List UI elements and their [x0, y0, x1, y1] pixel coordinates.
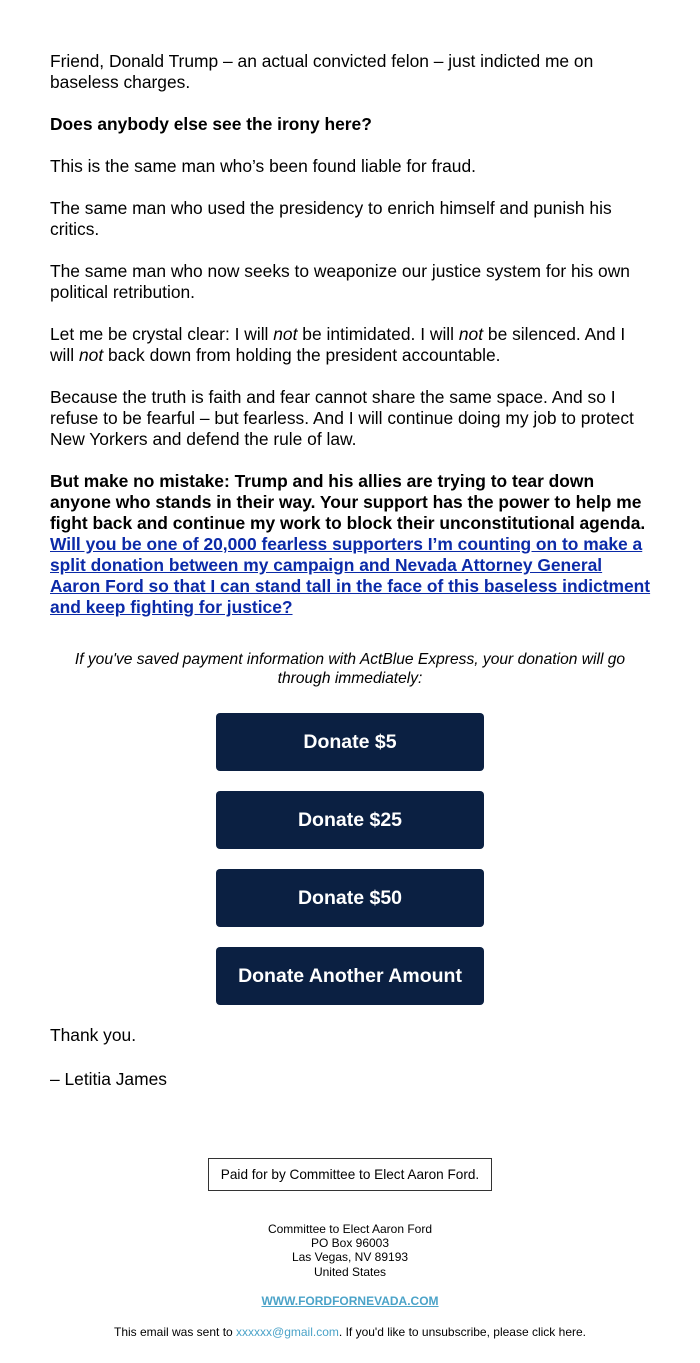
text-segment: back down from holding the president accountable. [103, 345, 501, 365]
address-line: PO Box 96003 [310, 1236, 390, 1251]
appeal-donation-link[interactable]: Will you be one of 20,000 fearless supporters I’m counting on to make a split donation between my campaign and Nevada Attorney General Aaron Ford so that I can stand tall in the face of this baseless indictment and keep fighting for justice? [50, 534, 651, 617]
address-line: United States [313, 1264, 387, 1279]
donate-5-button[interactable]: Donate $5 [216, 713, 484, 771]
paragraph-fraud: This is the same man who’s been found liable for fraud. [50, 156, 476, 176]
paragraph-weaponize: The same man who now seeks to weaponize our justice system for his own political retribution. [50, 261, 630, 302]
unsubscribe-line [0, 1325, 700, 1339]
donate-50-button[interactable]: Donate $50 [216, 869, 484, 927]
paragraph-intro: Friend, Donald Trump – an actual convicted felon – just indicted me on baseless charges. [50, 51, 594, 92]
unsubscribe-text[interactable]: . If you'd like to unsubscribe, please click here. [338, 1325, 586, 1339]
emphasis-not: not [458, 324, 484, 344]
text-segment: be intimidated. I will [297, 324, 459, 344]
paragraph-faith-fear: Because the truth is faith and fear cannot share the same space. And so I refuse to be fearful – but fearless. And I will continue doing my job to protect New Yorkers and defend the rule of law. [50, 387, 634, 449]
closing-signature: – Letitia James [50, 1069, 167, 1089]
text-segment: be silenced. And I will [50, 324, 626, 365]
paragraph-appeal [50, 471, 652, 618]
actblue-express-note: If you've saved payment information with ActBlue Express, your donation will go through immediately: [74, 651, 626, 687]
sent-to-text: This email was sent to [113, 1325, 237, 1339]
email-body [50, 51, 652, 639]
paragraph-presidency: The same man who used the presidency to enrich himself and punish his critics. [50, 198, 612, 239]
address-line: Committee to Elect Aaron Ford [267, 1222, 433, 1236]
paragraph-irony: Does anybody else see the irony here? [50, 114, 372, 134]
recipient-email[interactable]: xxxxxx@gmail.com [236, 1325, 339, 1339]
paragraph-crystal-clear [50, 324, 652, 366]
emphasis-not: not [273, 324, 298, 344]
mailing-address [0, 1222, 700, 1279]
text-segment: Let me be crystal clear: I will [50, 324, 274, 344]
appeal-text: But make no mistake: Trump and his allies are trying to tear down anyone who stands in their way. Your support has the power to help me fight back and continue my work to block their unconstitutional agenda. [50, 471, 646, 533]
paid-for-disclaimer: Paid for by Committee to Elect Aaron Ford. [208, 1158, 492, 1191]
website-link[interactable]: WWW.FORDFORNEVADA.COM [261, 1294, 439, 1308]
donate-another-amount-button[interactable]: Donate Another Amount [216, 947, 484, 1005]
donate-25-button[interactable]: Donate $25 [216, 791, 484, 849]
address-line: Las Vegas, NV 89193 [291, 1250, 409, 1265]
closing-thanks: Thank you. [50, 1025, 137, 1045]
emphasis-not: not [78, 345, 104, 365]
